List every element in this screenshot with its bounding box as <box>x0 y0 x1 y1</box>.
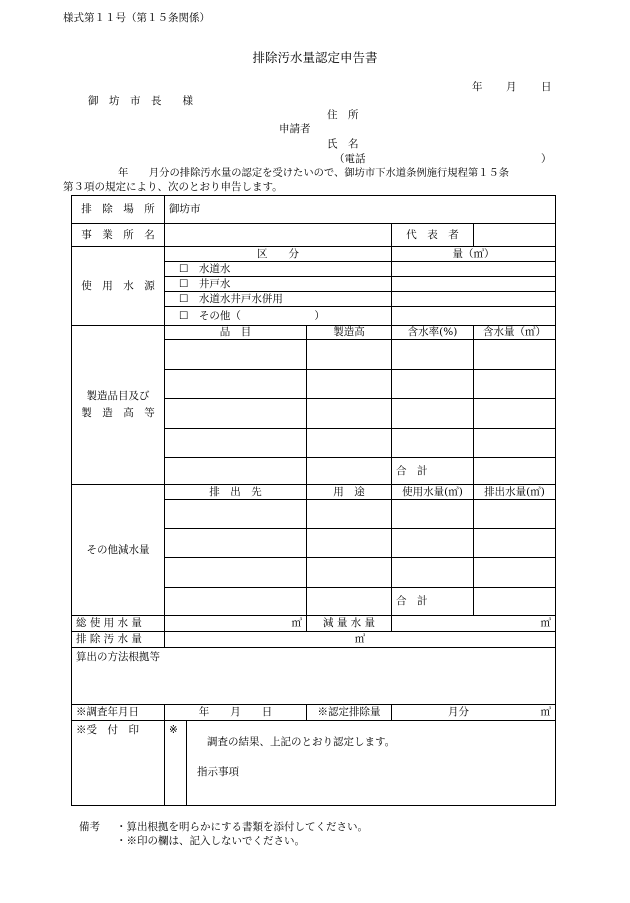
discharge-amount-value[interactable] <box>165 632 556 648</box>
note-item-2: ・※印の欄は、記入しないでください。 <box>116 835 305 847</box>
form-number: 様式第１１号（第１５条関係） <box>63 12 210 24</box>
product-cell[interactable] <box>165 458 307 485</box>
business-name-label: 事 業 所 名 <box>72 224 165 247</box>
reduction-cell[interactable] <box>307 500 392 529</box>
quantity-cell[interactable] <box>392 292 556 307</box>
other-reduction-label: その他減水量 <box>72 485 165 616</box>
product-cell[interactable] <box>307 429 392 458</box>
product-cell[interactable] <box>165 399 307 429</box>
product-section-label-line-1: 製造品目及び <box>86 390 150 403</box>
reduction-cell[interactable] <box>307 588 392 616</box>
source-other-checkbox[interactable]: ☐ その他（ ） <box>165 307 392 326</box>
product-cell[interactable] <box>165 370 307 399</box>
reduction-header-row <box>72 485 556 500</box>
representative-field[interactable] <box>474 224 556 247</box>
receipt-mark: ※ <box>165 721 187 806</box>
survey-date-value[interactable]: 年 月 日 <box>165 705 307 721</box>
quantity-cell[interactable] <box>392 277 556 292</box>
discharged-water-header: 排出水量(㎥) <box>474 485 556 500</box>
address-label: 住 所 <box>327 109 359 121</box>
product-cell[interactable] <box>307 458 392 485</box>
reduction-cell[interactable] <box>474 500 556 529</box>
date-month-label: 月 <box>506 81 517 93</box>
reduction-total-label: 合 計 <box>392 588 474 616</box>
product-cell[interactable] <box>474 340 556 370</box>
reduction-cell[interactable] <box>474 558 556 588</box>
page-title: 排除汚水量認定申告書 <box>252 50 378 65</box>
discharge-place-row <box>72 196 556 224</box>
product-cell[interactable] <box>307 340 392 370</box>
product-section-label <box>72 326 165 485</box>
discharge-place-label: 排 除 場 所 <box>72 196 165 224</box>
discharge-amount-row <box>72 632 556 648</box>
quantity-cell[interactable] <box>392 262 556 277</box>
product-cell[interactable] <box>392 399 474 429</box>
reduction-cell[interactable] <box>165 558 307 588</box>
per-month-label: 月分 <box>448 706 469 719</box>
product-total-label: 合 計 <box>392 458 474 485</box>
reduction-cell[interactable] <box>392 529 474 558</box>
addressee: 御 坊 市 長 様 <box>88 95 193 107</box>
instructions-label: 指示事項 <box>197 766 239 779</box>
survey-date-label: ※調査年月日 <box>72 705 165 721</box>
calculation-basis-label: 算出の方法根拠等 <box>76 651 160 663</box>
unit-label: ㎥ <box>540 706 551 719</box>
unit-label: ㎥ <box>354 633 366 646</box>
intro-line-1: 年 月分の排除汚水量の認定を受けたいので、御坊市下水道条例施行規程第１５条 <box>118 167 510 179</box>
unit-label: ㎥ <box>540 617 551 630</box>
calculation-basis-row <box>72 648 556 705</box>
product-cell[interactable] <box>307 399 392 429</box>
business-name-field[interactable] <box>165 224 392 247</box>
total-usage-label: 総 使 用 水 量 <box>72 616 165 632</box>
discharge-amount-label: 排 除 汚 水 量 <box>72 632 165 648</box>
used-water-header: 使用水量(㎥) <box>392 485 474 500</box>
reduction-total-value[interactable] <box>474 588 556 616</box>
reduction-cell[interactable] <box>392 558 474 588</box>
notes-label: 備考 <box>79 821 100 833</box>
source-combined-checkbox[interactable]: ☐ 水道水井戸水併用 <box>165 292 392 307</box>
product-cell[interactable] <box>165 340 307 370</box>
reduction-cell[interactable] <box>474 529 556 558</box>
product-section-label-line-2: 製 造 高 等 <box>81 407 155 419</box>
applicant-label: 申請者 <box>279 123 311 135</box>
total-usage-row <box>72 616 556 632</box>
calculation-basis-field[interactable] <box>72 648 556 705</box>
source-tap-water-checkbox[interactable]: ☐ 水道水 <box>165 262 392 277</box>
quantity-cell[interactable] <box>392 307 556 326</box>
reduction-cell[interactable] <box>165 500 307 529</box>
source-well-water-checkbox[interactable]: ☐ 井戸水 <box>165 277 392 292</box>
usage-header: 用 途 <box>307 485 392 500</box>
certified-amount-label: ※認定排除量 <box>307 705 392 721</box>
product-cell[interactable] <box>474 429 556 458</box>
reduction-amount-label: 減 量 水 量 <box>307 616 392 632</box>
production-header: 製造高 <box>307 326 392 340</box>
name-label: 氏 名 <box>327 138 359 150</box>
product-cell[interactable] <box>392 429 474 458</box>
phone-close: ） <box>541 153 552 165</box>
product-cell[interactable] <box>474 399 556 429</box>
representative-label: 代 表 者 <box>392 224 474 247</box>
application-table <box>71 195 556 806</box>
total-usage-value[interactable] <box>165 616 307 632</box>
quantity-header: 量（㎥） <box>392 247 556 262</box>
certification-text: 調査の結果、上記のとおり認定します。 <box>207 736 396 748</box>
reduction-cell[interactable] <box>392 500 474 529</box>
destination-header: 排 出 先 <box>165 485 307 500</box>
product-cell[interactable] <box>392 370 474 399</box>
receipt-label: ※受 付 印 <box>72 721 165 806</box>
receipt-row <box>72 721 556 806</box>
unit-label: ㎥ <box>291 617 302 630</box>
reduction-cell[interactable] <box>165 529 307 558</box>
category-header: 区 分 <box>165 247 392 262</box>
certification-area[interactable] <box>187 721 556 806</box>
note-item-1: ・算出根拠を明らかにする書類を添付してください。 <box>116 821 368 833</box>
product-cell[interactable] <box>165 429 307 458</box>
discharge-place-value[interactable]: 御坊市 <box>165 196 556 224</box>
product-item-header: 品 目 <box>165 326 307 340</box>
product-total-value[interactable] <box>474 458 556 485</box>
product-cell[interactable] <box>474 370 556 399</box>
moisture-amount-header: 含水量（㎥） <box>474 326 556 340</box>
date-day-label: 日 <box>541 81 552 93</box>
survey-row <box>72 705 556 721</box>
moisture-rate-header: 含水率(%) <box>392 326 474 340</box>
intro-line-2: 第３項の規定により、次のとおり申告します。 <box>63 181 283 193</box>
reduction-cell[interactable] <box>307 529 392 558</box>
certified-amount-value[interactable] <box>392 705 556 721</box>
reduction-cell[interactable] <box>165 588 307 616</box>
business-name-row <box>72 224 556 247</box>
product-header-row <box>72 326 556 340</box>
reduction-cell[interactable] <box>307 558 392 588</box>
phone-label: （電話 <box>334 153 366 165</box>
date-year-label: 年 <box>472 81 483 93</box>
product-cell[interactable] <box>307 370 392 399</box>
reduction-amount-value[interactable] <box>392 616 556 632</box>
product-cell[interactable] <box>392 340 474 370</box>
water-source-header-row <box>72 247 556 262</box>
water-source-label: 使 用 水 源 <box>72 247 165 326</box>
